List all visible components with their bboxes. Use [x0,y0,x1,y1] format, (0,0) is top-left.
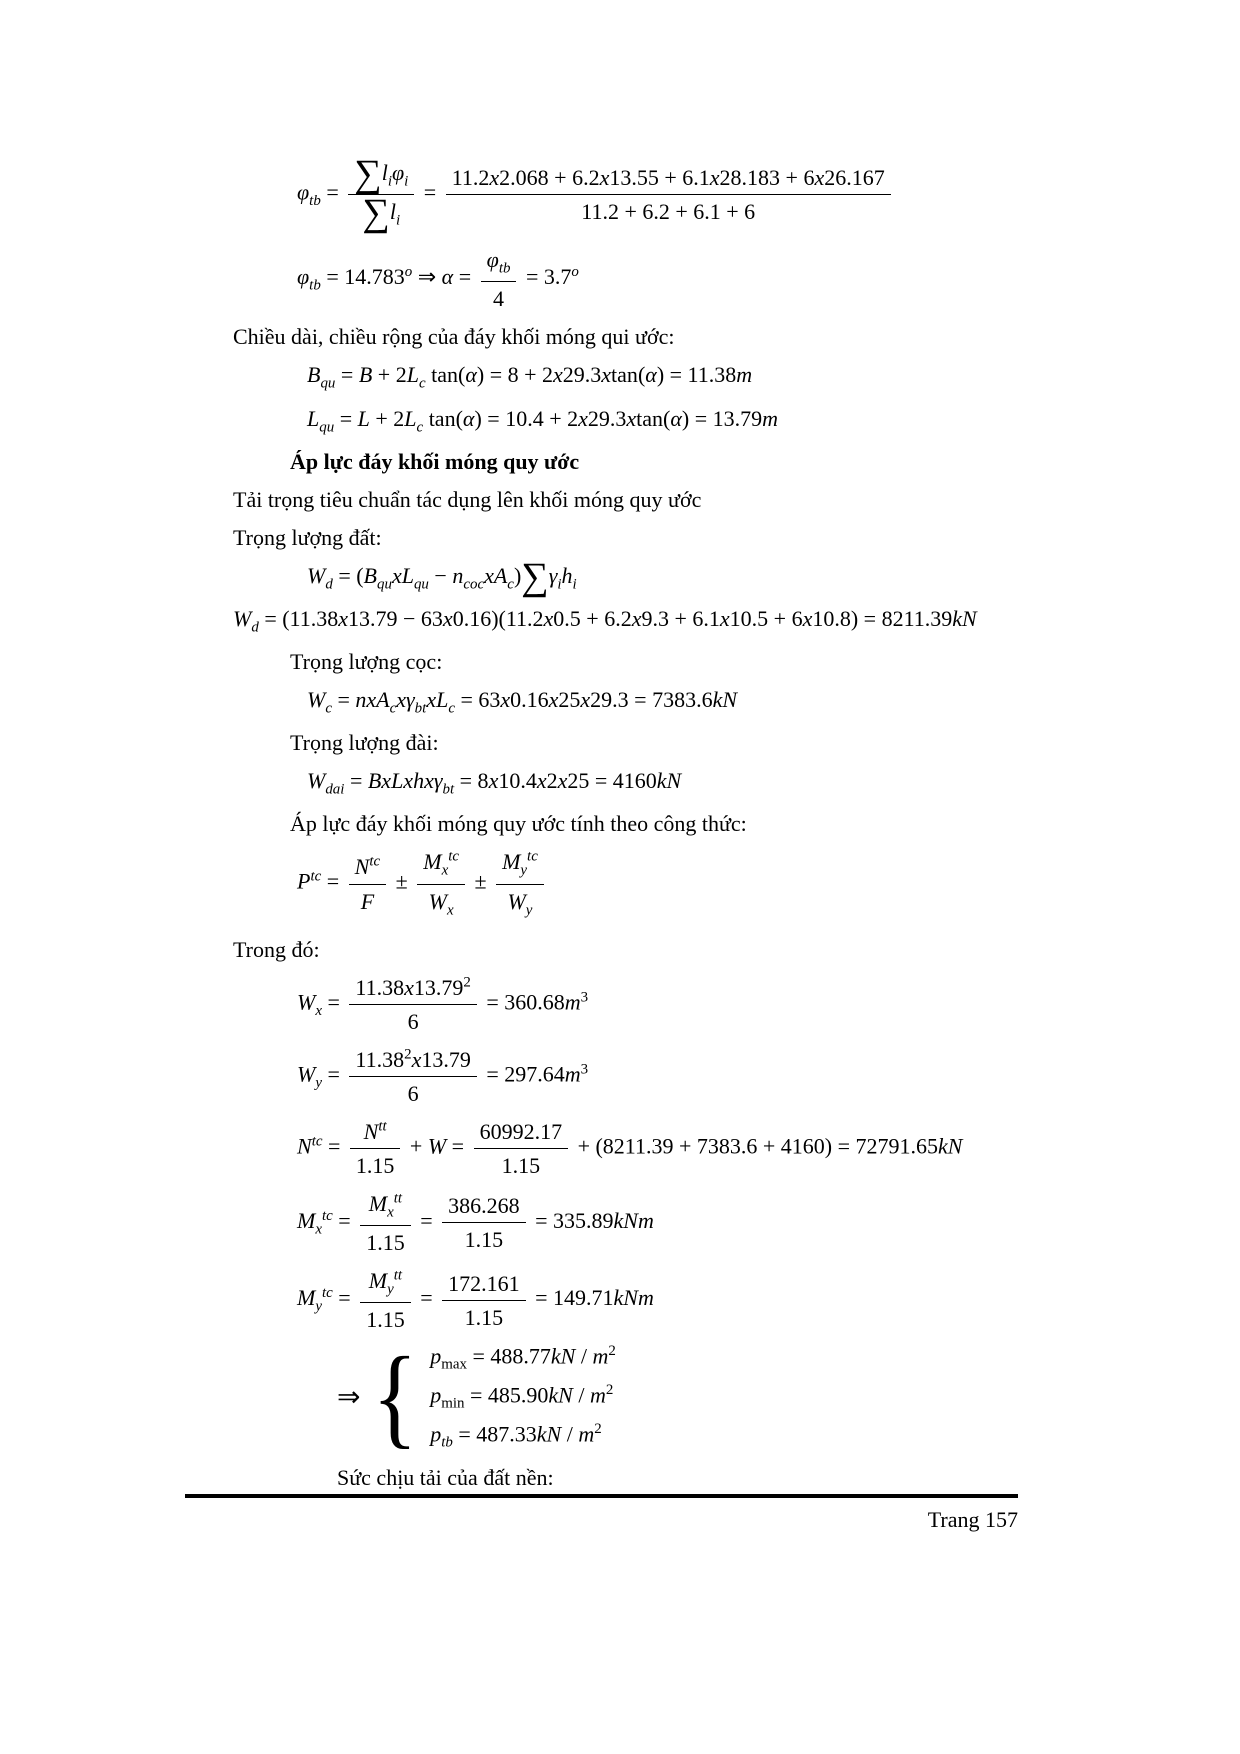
heading-base-pressure: Áp lực đáy khối móng quy ước [290,448,580,474]
equation-soil-weight-formula: $W_d = (B_{qu}xL_{qu} - n_{coc}xA_c)\sum\gamma_ih_i$ [307,555,577,598]
equation-p-max: $p_{max} = 488.77kN / m^2$ [430,1343,616,1373]
equation-phi-tb-definition: $\varphi_{tb}$ = $\frac{\sum l_i\varphi_i}{\sum l_i}$ = $\frac{11.2x2.068 + 6.2x13.55 + 6.1x28.183 + 6x26.167}{11.2 + 6.2 + 6.1 + 6}$ [297,158,1150,231]
cases-brace: { [372,1335,419,1460]
equation-soil-weight-value: $W_d = (11.38x13.79 - 63x0.16)(11.2x0.5 + 6.2x9.3 + 6.1x10.5 + 6x10.8) = 8211.39kN$ [233,605,977,636]
equation-w-y: $W_y$ = $\frac{11.38^2x13.79}{6}$ = $297.64m^3$ [297,1046,589,1106]
equation-p-min: $p_{min} = 485.90kN / m^2$ [430,1381,614,1412]
equation-w-x: $W_x$ = $\frac{11.38x13.79^2}{6}$ = $360.68m^3$ [297,974,589,1034]
pressure-results-block [337,1335,1150,1460]
implies-arrow: ⇒ [337,1382,361,1414]
bearing-capacity-text: Sức chịu tải của đất nền: [337,1465,554,1491]
page-footer [185,1494,1018,1533]
pile-weight-label: Trọng lượng cọc: [290,649,443,675]
pressure-cases [430,1343,616,1451]
cap-weight-label: Trọng lượng đài: [290,730,439,756]
equation-pile-weight: $W_c = nxA_cx\gamma_{bt}xL_c = 63x0.16x25x29.3 = 7383.6kN$ [307,687,738,717]
footer-rule [185,1494,1018,1498]
pressure-formula-text: Áp lực đáy khối móng quy ước tính theo công thức: [290,811,747,837]
equation-b-qu: $B_{qu} = B + 2L_c$ tan(α) = 8 + 2x29.3xtan(α) = 11.38m [307,362,753,392]
equation-m-y: $M_y^{tc}$ = $\frac{M_y^{tt}}{1.15}$ = $\frac{172.161}{1.15}$ = 149.71kNm [297,1267,654,1333]
dimensions-intro-text: Chiều dài, chiều rộng của đáy khối móng qui ước: [233,324,675,350]
equation-n-tc: $N^{tc}$ = $\frac{N^{tt}}{1.15}$ + W = $\frac{60992.17}{1.15}$ + (8211.39 + 7383.6 + 4160) = 72791.65kN [297,1118,963,1178]
page-number: Trang 157 [927,1507,1018,1532]
equation-p-tb: $p_{tb} = 487.33kN / m^2$ [430,1420,602,1451]
standard-load-text: Tải trọng tiêu chuẩn tác dụng lên khối móng quy ước [233,486,702,512]
equation-phi-tb-value: $\varphi_{tb} = 14.783^o$ ⇒ α = $\frac{\varphi_{tb}}{4}$ = $3.7^o$ [297,247,579,312]
where-label: Trong đó: [233,936,320,962]
soil-weight-label: Trọng lượng đất: [233,524,382,550]
equation-p-tc: $P^{tc}$ = $\frac{N^{tc}}{F}$ ± $\frac{M_x^{tc}}{W_x}$ ± $\frac{M_y^{tc}}{W_y}$ [297,847,1150,920]
equation-cap-weight: $W_{dai}$ = BxLxhxγ$_{bt}$ = 8x10.4x2x25 = 4160kN [307,768,682,798]
equation-m-x: $M_x^{tc}$ = $\frac{M_x^{tt}}{1.15}$ = $\frac{386.268}{1.15}$ = 335.89kNm [297,1190,654,1255]
equation-l-qu: $L_{qu} = L + 2L_c$ tan(α) = 10.4 + 2x29.3xtan(α) = 13.79m [307,405,779,435]
